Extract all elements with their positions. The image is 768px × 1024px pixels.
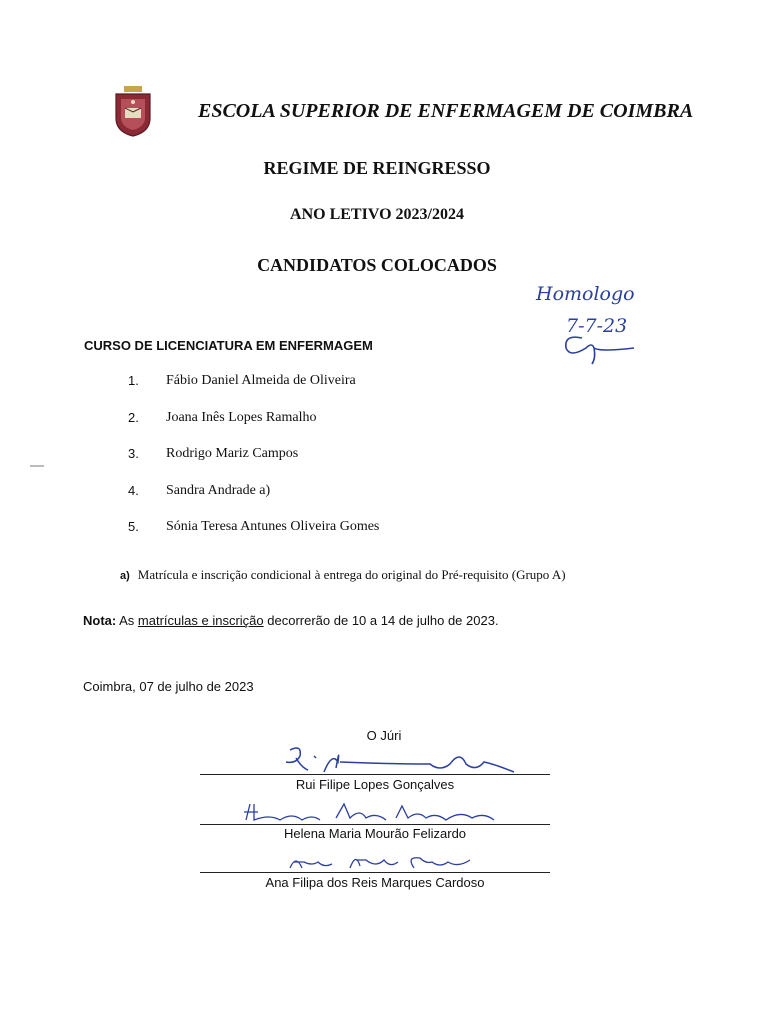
page-title: CANDIDATOS COLOCADOS <box>257 255 497 275</box>
signature-line <box>200 774 550 775</box>
nota-label: Nota: <box>83 613 117 628</box>
signature-line <box>200 824 550 825</box>
nota-suffix: decorrerão de 10 a 14 de julho de 2023. <box>267 613 499 628</box>
signature-1 <box>280 742 520 778</box>
jury-member-name: Rui Filipe Lopes Gonçalves <box>295 777 455 792</box>
footnote <box>120 567 566 583</box>
list-item <box>0 483 768 505</box>
candidate-number: 2. <box>128 410 139 425</box>
list-item <box>0 373 768 395</box>
list-item <box>0 410 768 432</box>
signature-3 <box>286 850 476 874</box>
scan-mark <box>30 465 44 467</box>
candidate-name: Fábio Daniel Almeida de Oliveira <box>166 373 356 388</box>
nota-line <box>83 613 499 628</box>
nota-underlined: matrículas e inscrição <box>137 613 264 628</box>
signature-2 <box>240 800 500 826</box>
jury-member-name: Helena Maria Mourão Felizardo <box>283 826 467 841</box>
candidate-name: Sandra Andrade a) <box>166 483 271 498</box>
approval-date: 7-7-23 <box>566 315 628 337</box>
approval-text: Homologo <box>536 283 635 305</box>
jury-label: O Júri <box>366 728 402 743</box>
candidate-name: Rodrigo Mariz Campos <box>166 446 299 461</box>
candidate-name: Joana Inês Lopes Ramalho <box>166 410 317 425</box>
academic-year-heading: ANO LETIVO 2023/2024 <box>290 206 464 223</box>
nota-prefix: As <box>119 613 135 628</box>
handwritten-approval-note <box>530 278 660 368</box>
signature-line <box>200 872 550 873</box>
school-crest-logo <box>110 84 156 138</box>
place-date: Coimbra, 07 de julho de 2023 <box>83 679 254 694</box>
jury-member-name: Ana Filipa dos Reis Marques Cardoso <box>265 875 485 890</box>
candidate-number: 3. <box>128 446 139 461</box>
candidate-number: 4. <box>128 483 139 498</box>
candidate-name: Sónia Teresa Antunes Oliveira Gomes <box>166 519 380 534</box>
approval-signature <box>566 337 634 364</box>
list-item <box>0 446 768 468</box>
school-name: ESCOLA SUPERIOR DE ENFERMAGEM DE COIMBRA <box>198 100 694 122</box>
list-item <box>0 519 768 541</box>
footnote-marker: a) <box>120 570 130 582</box>
candidate-number: 5. <box>128 519 139 534</box>
candidate-number: 1. <box>128 373 139 388</box>
footnote-text: Matrícula e inscrição condicional à entrega do original do Pré-requisito (Grupo A) <box>137 567 566 582</box>
regime-heading: REGIME DE REINGRESSO <box>263 158 491 178</box>
course-title: CURSO DE LICENCIATURA EM ENFERMAGEM <box>84 338 373 353</box>
